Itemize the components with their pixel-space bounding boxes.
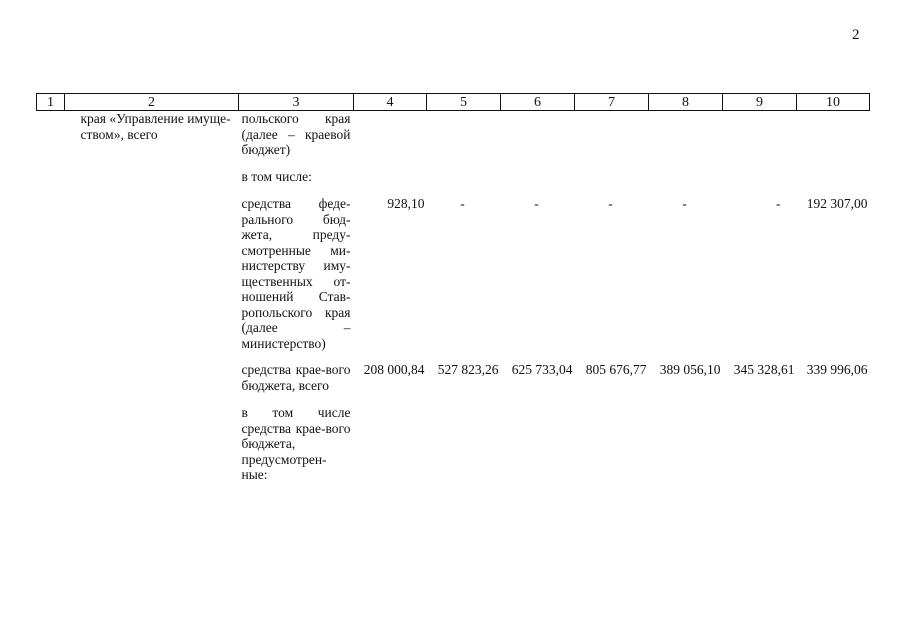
cell-col-2 xyxy=(65,158,239,185)
cell-col-2 xyxy=(65,393,239,483)
cell-value: - xyxy=(608,196,613,211)
cell-value xyxy=(354,111,427,158)
cell-value: 389 056,10 xyxy=(659,362,721,377)
cell-value: - xyxy=(534,196,539,211)
table-row xyxy=(37,184,870,351)
header-col-9: 9 xyxy=(723,94,797,111)
cell-col-1 xyxy=(37,158,65,185)
cell-col-2 xyxy=(65,351,239,393)
cell-value: 805 676,77 xyxy=(585,362,647,377)
header-col-3: 3 xyxy=(239,94,354,111)
cell-value xyxy=(797,393,870,483)
cell-value: - xyxy=(776,196,781,211)
cell-value xyxy=(723,158,797,185)
header-col-1: 1 xyxy=(37,94,65,111)
table-row xyxy=(37,111,870,158)
cell-value: 625 733,04 xyxy=(511,362,573,377)
header-col-10: 10 xyxy=(797,94,870,111)
header-col-4: 4 xyxy=(354,94,427,111)
cell-col-3: средства крае-вого бюджета, всего xyxy=(241,362,351,393)
cell-value: 339 996,06 xyxy=(806,362,868,377)
cell-value xyxy=(575,158,649,185)
cell-value xyxy=(575,111,649,158)
cell-col-1 xyxy=(37,111,65,158)
table-row xyxy=(37,393,870,483)
budget-table xyxy=(36,93,870,483)
cell-value: 192 307,00 xyxy=(806,196,868,211)
cell-value xyxy=(501,158,575,185)
cell-value xyxy=(797,158,870,185)
cell-value: 527 823,26 xyxy=(437,362,499,377)
header-col-7: 7 xyxy=(575,94,649,111)
cell-col-2 xyxy=(65,184,239,351)
cell-col-2: края «Управление имуще-ством», всего xyxy=(80,111,231,142)
table-row xyxy=(37,351,870,393)
cell-value: 208 000,84 xyxy=(363,362,425,377)
cell-value: 345 328,61 xyxy=(733,362,795,377)
cell-value: - xyxy=(460,196,465,211)
cell-value xyxy=(354,393,427,483)
table-row xyxy=(37,158,870,185)
cell-value xyxy=(723,111,797,158)
cell-col-3: в том числе средства крае-вого бюджета, предусмотрен-ные: xyxy=(241,405,351,482)
cell-value xyxy=(354,158,427,185)
cell-value xyxy=(501,111,575,158)
cell-col-1 xyxy=(37,351,65,393)
cell-value xyxy=(649,158,723,185)
cell-value: 928,10 xyxy=(387,196,425,211)
header-col-5: 5 xyxy=(427,94,501,111)
cell-value xyxy=(575,393,649,483)
cell-value xyxy=(797,111,870,158)
cell-value xyxy=(427,111,501,158)
header-row xyxy=(37,94,870,111)
cell-value: - xyxy=(682,196,687,211)
cell-value xyxy=(649,111,723,158)
cell-value xyxy=(649,393,723,483)
cell-col-1 xyxy=(37,184,65,351)
cell-col-3: средства феде-рального бюд-жета, преду-смотренные ми-нистерству иму-щественных от-ношений Став-ропольского края (далее – министерство) xyxy=(241,196,351,351)
cell-value xyxy=(427,393,501,483)
cell-col-3: польского края (далее – краевой бюджет) xyxy=(241,111,351,157)
header-col-2: 2 xyxy=(65,94,239,111)
cell-value xyxy=(723,393,797,483)
cell-col-3: в том числе: xyxy=(241,168,312,184)
header-col-6: 6 xyxy=(501,94,575,111)
cell-value xyxy=(501,393,575,483)
cell-value xyxy=(427,158,501,185)
cell-col-1 xyxy=(37,393,65,483)
page-number: 2 xyxy=(852,27,860,43)
header-col-8: 8 xyxy=(649,94,723,111)
